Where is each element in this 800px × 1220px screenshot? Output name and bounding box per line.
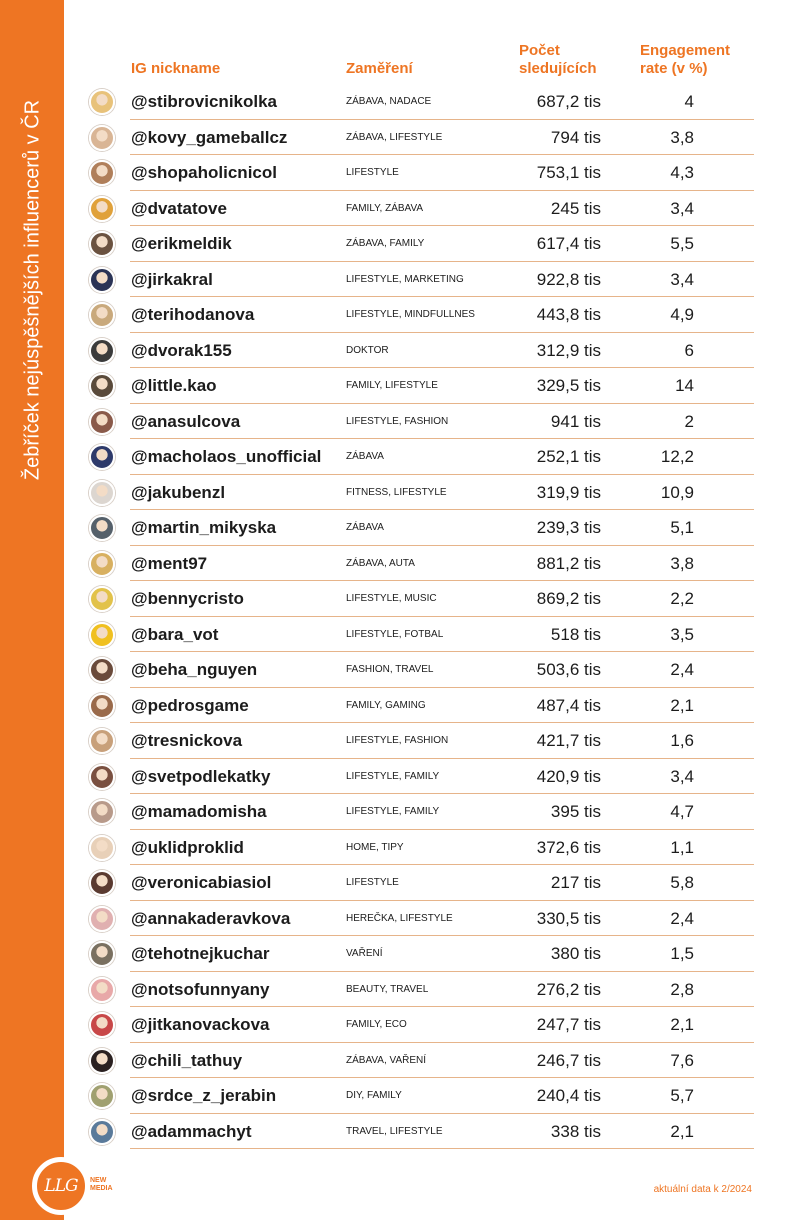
table-row	[0, 155, 800, 191]
engagement-cell: 4,3	[670, 163, 694, 182]
engagement-cell: 2,1	[670, 1121, 694, 1141]
table-row	[0, 1043, 800, 1079]
nickname-cell: @ment97	[131, 553, 208, 573]
engagement-cell: 5,8	[670, 873, 694, 892]
nickname-cell: @uklidproklid	[131, 837, 244, 857]
followers-cell: 252,1 tis	[536, 447, 601, 466]
followers-cell: 312,9 tis	[536, 340, 601, 360]
nickname-cell: @anasulcova	[131, 411, 241, 431]
engagement-cell: 5,1	[670, 518, 694, 537]
followers-cell: 687,2 tis	[536, 92, 601, 111]
engagement-cell: 4,9	[670, 305, 694, 324]
nickname-cell: @srdce_z_jerabin	[131, 1086, 277, 1105]
engagement-cell: 10,9	[660, 482, 694, 502]
engagement-cell: 3,5	[670, 624, 694, 644]
followers-cell: 380 tis	[550, 944, 601, 963]
table-row	[0, 84, 800, 120]
focus-cell: LIFESTYLE, FOTBAL	[346, 628, 444, 640]
engagement-cell: 3,8	[670, 127, 694, 147]
table-row	[0, 972, 800, 1008]
header-followers	[519, 42, 597, 78]
nickname-cell: @macholaos_unofficial	[131, 447, 322, 466]
followers-cell: 420,9 tis	[536, 766, 601, 786]
header-engagement-line2: rate (v %)	[640, 60, 708, 77]
focus-cell: ZÁBAVA, FAMILY	[346, 238, 425, 249]
engagement-cell: 1,6	[670, 731, 694, 750]
header-engagement-line1: Engagement	[640, 42, 731, 59]
row-divider	[130, 1148, 754, 1149]
table-row	[0, 936, 800, 972]
followers-cell: 247,7 tis	[536, 1015, 601, 1034]
avatar	[89, 906, 115, 932]
followers-cell: 941 tis	[550, 411, 601, 431]
followers-cell: 319,9 tis	[536, 482, 601, 502]
nickname-cell: @martin_mikyska	[131, 518, 277, 537]
engagement-cell: 2,1	[670, 1015, 694, 1034]
focus-cell: TRAVEL, LIFESTYLE	[346, 1125, 443, 1137]
avatar	[89, 302, 115, 328]
nickname-cell: @jirkakral	[131, 269, 213, 289]
nickname-cell: @dvorak155	[131, 340, 232, 360]
followers-cell: 503,6 tis	[536, 660, 601, 679]
table-row	[0, 759, 800, 795]
avatar	[89, 1083, 115, 1109]
focus-cell: BEAUTY, TRAVEL	[346, 983, 429, 995]
nickname-cell: @svetpodlekatky	[131, 766, 271, 786]
table-row	[0, 510, 800, 546]
avatar	[89, 338, 115, 364]
avatar	[89, 373, 115, 399]
focus-cell: ZÁBAVA, VAŘENÍ	[346, 1054, 427, 1066]
focus-cell: ZÁBAVA, NADACE	[346, 96, 432, 107]
nickname-cell: @chili_tathuy	[131, 1050, 243, 1070]
avatar	[89, 551, 115, 577]
focus-cell: DIY, FAMILY	[346, 1090, 402, 1101]
focus-cell: LIFESTYLE, FAMILY	[346, 770, 440, 782]
avatar	[89, 657, 115, 683]
followers-cell: 329,5 tis	[536, 376, 601, 395]
engagement-cell: 2,2	[670, 589, 694, 608]
focus-cell: DOKTOR	[346, 344, 389, 356]
focus-cell: ZÁBAVA, AUTA	[346, 557, 415, 569]
engagement-cell: 5,5	[670, 234, 694, 253]
followers-cell: 372,6 tis	[536, 837, 601, 857]
nickname-cell: @bara_vot	[131, 624, 219, 644]
nickname-cell: @pedrosgame	[131, 695, 249, 715]
avatar	[89, 89, 115, 115]
page-title: Žebříček nejúspěšnějších influencerů v ČR	[21, 99, 44, 481]
table-row	[0, 191, 800, 227]
avatar	[89, 586, 115, 612]
table-row	[0, 333, 800, 369]
focus-cell: FAMILY, LIFESTYLE	[346, 380, 438, 391]
followers-cell: 487,4 tis	[536, 695, 601, 715]
table-row	[0, 723, 800, 759]
followers-cell: 395 tis	[550, 802, 601, 821]
engagement-cell: 7,6	[670, 1050, 694, 1070]
focus-cell: LIFESTYLE, MARKETING	[346, 273, 464, 285]
nickname-cell: @tehotnejkuchar	[131, 944, 270, 963]
followers-cell: 881,2 tis	[536, 553, 601, 573]
avatar	[89, 977, 115, 1003]
avatar	[89, 267, 115, 293]
focus-cell: ZÁBAVA	[346, 522, 384, 533]
avatar	[89, 1012, 115, 1038]
followers-cell: 922,8 tis	[536, 269, 601, 289]
avatar	[89, 1048, 115, 1074]
focus-cell: ZÁBAVA, LIFESTYLE	[346, 131, 443, 143]
followers-cell: 240,4 tis	[536, 1086, 601, 1105]
avatar	[89, 799, 115, 825]
nickname-cell: @beha_nguyen	[131, 660, 258, 679]
engagement-cell: 2,4	[670, 908, 694, 928]
followers-cell: 338 tis	[550, 1121, 601, 1141]
engagement-cell: 12,2	[660, 447, 694, 466]
focus-cell: LIFESTYLE, FAMILY	[346, 806, 440, 817]
focus-cell: FITNESS, LIFESTYLE	[346, 486, 447, 498]
followers-cell: 217 tis	[550, 873, 601, 892]
engagement-cell: 14	[675, 376, 694, 395]
followers-cell: 617,4 tis	[536, 234, 601, 253]
focus-cell: FASHION, TRAVEL	[346, 664, 434, 675]
nickname-cell: @jitkanovackova	[131, 1015, 270, 1034]
table-row	[0, 652, 800, 688]
avatar	[89, 125, 115, 151]
focus-cell: LIFESTYLE, MUSIC	[346, 593, 437, 604]
table-row	[0, 1078, 800, 1114]
data-date-note: aktuální data k 2/2024	[653, 1184, 752, 1195]
followers-cell: 245 tis	[550, 198, 601, 218]
nickname-cell: @jakubenzl	[131, 482, 226, 502]
focus-cell: ZÁBAVA	[346, 451, 384, 462]
focus-cell: FAMILY, ECO	[346, 1019, 407, 1030]
avatar	[89, 409, 115, 435]
table-row	[0, 1114, 800, 1150]
table-row	[0, 297, 800, 333]
nickname-cell: @tresnickova	[131, 731, 243, 750]
engagement-cell: 2,8	[670, 979, 694, 999]
header-focus: Zaměření	[346, 60, 413, 77]
followers-cell: 518 tis	[550, 624, 601, 644]
avatar	[89, 693, 115, 719]
followers-cell: 276,2 tis	[536, 979, 601, 999]
logo-line2: MEDIA	[90, 1185, 113, 1192]
nickname-cell: @dvatatove	[131, 198, 227, 218]
table-row	[0, 794, 800, 830]
logo-subtitle	[90, 1177, 113, 1193]
focus-cell: VAŘENÍ	[346, 948, 383, 959]
header-nickname: IG nickname	[131, 60, 221, 77]
nickname-cell: @terihodanova	[131, 305, 255, 324]
avatar	[89, 480, 115, 506]
table-row	[0, 120, 800, 156]
avatar	[89, 1119, 115, 1145]
table-row	[0, 368, 800, 404]
logo	[32, 1157, 90, 1215]
logo-mark: LLG	[44, 1176, 78, 1196]
nickname-cell: @little.kao	[131, 376, 217, 395]
followers-cell: 794 tis	[550, 127, 601, 147]
engagement-cell: 1,1	[670, 837, 694, 857]
followers-cell: 443,8 tis	[536, 305, 601, 324]
table-row	[0, 262, 800, 298]
nickname-cell: @bennycristo	[131, 589, 244, 608]
engagement-cell: 4,7	[670, 802, 694, 821]
followers-cell: 246,7 tis	[536, 1050, 601, 1070]
nickname-cell: @shopaholicnicol	[131, 163, 277, 182]
header-engagement	[640, 42, 730, 78]
nickname-cell: @notsofunnyany	[131, 979, 270, 999]
focus-cell: FAMILY, GAMING	[346, 699, 426, 711]
focus-cell: FAMILY, ZÁBAVA	[346, 202, 424, 214]
avatar	[89, 196, 115, 222]
table-row	[0, 475, 800, 511]
table-row	[0, 439, 800, 475]
table-row	[0, 226, 800, 262]
nickname-cell: @erikmeldik	[131, 234, 232, 253]
avatar	[89, 764, 115, 790]
avatar	[89, 622, 115, 648]
focus-cell: LIFESTYLE, FASHION	[346, 415, 449, 427]
avatar	[89, 835, 115, 861]
table-row	[0, 901, 800, 937]
header-followers-line1: Počet	[519, 42, 560, 59]
followers-cell: 330,5 tis	[536, 908, 601, 928]
avatar	[89, 728, 115, 754]
followers-cell: 239,3 tis	[536, 518, 601, 537]
engagement-cell: 6	[684, 340, 694, 360]
engagement-cell: 5,7	[670, 1086, 694, 1105]
avatar	[89, 231, 115, 257]
nickname-cell: @annakaderavkova	[131, 908, 291, 928]
engagement-cell: 2,4	[670, 660, 694, 679]
focus-cell: LIFESTYLE, MINDFULLNES	[346, 309, 475, 320]
table-row	[0, 688, 800, 724]
header-followers-line2: sledujících	[519, 60, 597, 77]
engagement-cell: 2	[684, 411, 694, 431]
avatar	[89, 444, 115, 470]
focus-cell: HOME, TIPY	[346, 841, 404, 853]
avatar	[89, 870, 115, 896]
nickname-cell: @stibrovicnikolka	[131, 92, 278, 111]
table-row	[0, 865, 800, 901]
avatar	[89, 515, 115, 541]
engagement-cell: 3,4	[670, 198, 694, 218]
table-row	[0, 830, 800, 866]
followers-cell: 753,1 tis	[536, 163, 601, 182]
engagement-cell: 2,1	[670, 695, 694, 715]
focus-cell: LIFESTYLE, FASHION	[346, 735, 449, 746]
table-row	[0, 1007, 800, 1043]
engagement-cell: 4	[684, 92, 694, 111]
logo-line1: NEW	[90, 1177, 107, 1184]
avatar	[89, 160, 115, 186]
nickname-cell: @adammachyt	[131, 1121, 252, 1141]
focus-cell: LIFESTYLE	[346, 877, 399, 888]
table-row	[0, 617, 800, 653]
followers-cell: 421,7 tis	[536, 731, 601, 750]
nickname-cell: @kovy_gameballcz	[131, 127, 288, 147]
engagement-cell: 3,8	[670, 553, 694, 573]
followers-cell: 869,2 tis	[536, 589, 601, 608]
engagement-cell: 3,4	[670, 269, 694, 289]
avatar	[89, 941, 115, 967]
nickname-cell: @veronicabiasiol	[131, 873, 272, 892]
focus-cell: LIFESTYLE	[346, 167, 399, 178]
table-row	[0, 404, 800, 440]
engagement-cell: 1,5	[670, 944, 694, 963]
engagement-cell: 3,4	[670, 766, 694, 786]
focus-cell: HEREČKA, LIFESTYLE	[346, 912, 453, 924]
table-row	[0, 546, 800, 582]
table-row	[0, 581, 800, 617]
nickname-cell: @mamadomisha	[131, 802, 267, 821]
